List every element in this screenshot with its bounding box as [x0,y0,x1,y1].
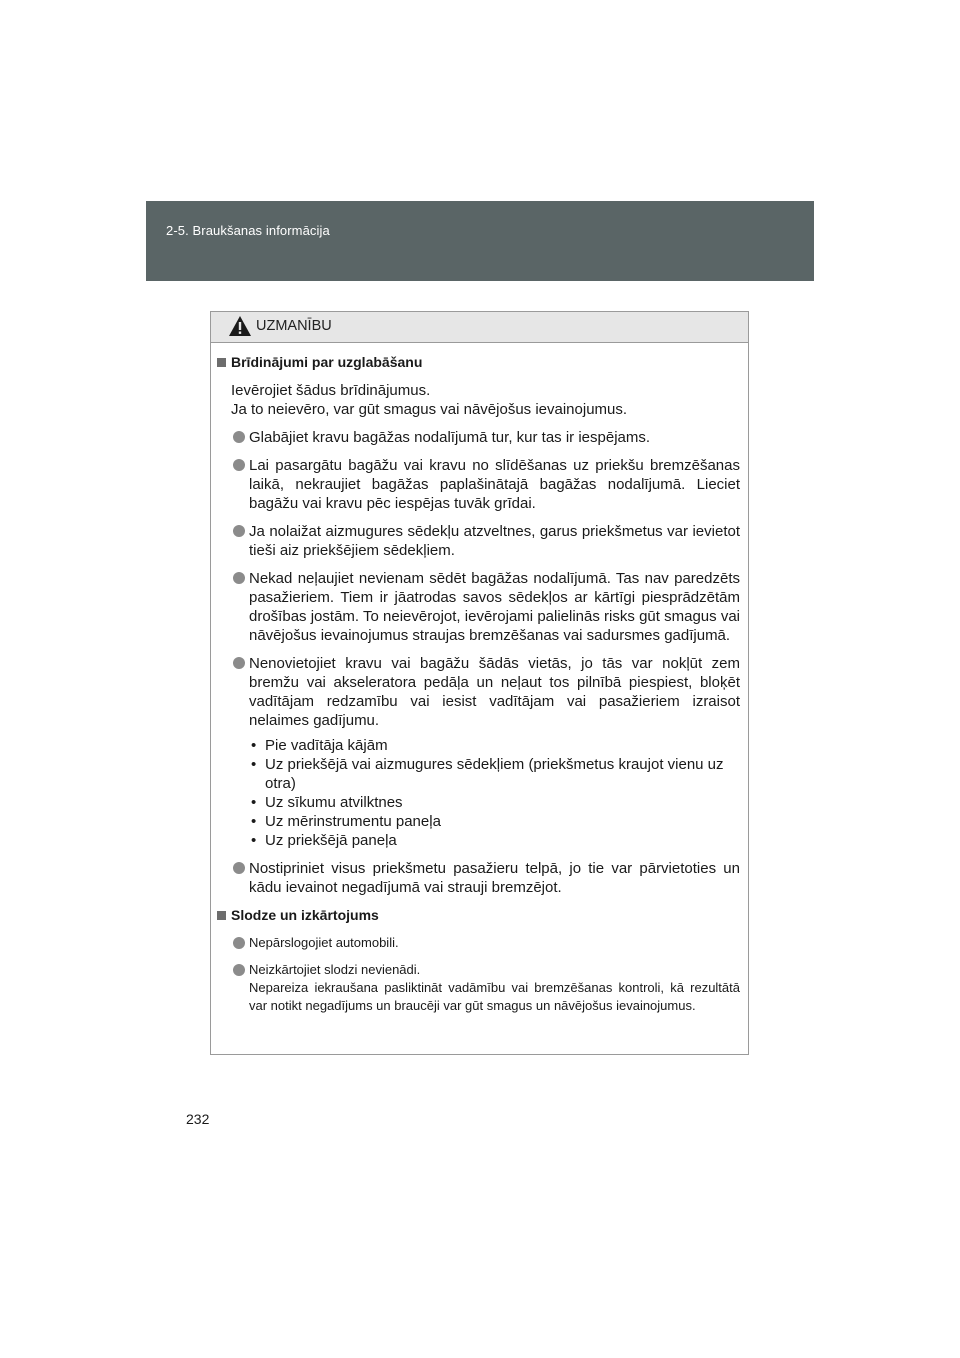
sub-list-item: • Uz priekšējā paneļa [251,832,397,849]
dot-mark: • [251,832,257,849]
circle-bullet-icon [233,525,245,537]
circle-bullet-icon [233,431,245,443]
caution-box [210,311,749,1055]
list-item [217,569,740,645]
sub-list-item: • Uz sīkumu atvilktnes [251,794,403,811]
caution-content [211,343,748,1015]
sub-list-item: • Pie vadītāja kājām [251,737,388,754]
page-number: 232 [186,1111,210,1127]
warning-triangle-icon [228,315,252,337]
circle-bullet-icon [233,937,245,949]
sub-list-item: • Uz mērinstrumentu paneļa [251,813,441,830]
bullet-text: Nekad neļaujiet nevienam sēdēt bagāžas nodalījumā. Tas nav paredzēts pasažieriem. Tiem ir jāatrodas savos sēdekļos ar kārtīgi piesprādzētām drošības jostām. To neievērojot, ievērojami palielinās risks gūt smagus vai nāvējošus ievainojumus straujas bremzēšanas vai sadursmes gadījumā. [249,570,740,644]
bullet-text: Ja nolaižat aizmugures sēdekļu atzveltnes, garus priekšmetus var ievietot tieši aiz priekšējiem sēdekļiem. [249,523,740,559]
list-item [217,654,740,730]
sub-list [217,736,740,850]
dot-mark: • [251,756,257,773]
bullet-text: Neizkārtojiet slodzi nevienādi. Nepareiza iekraušana pasliktināt vadāmību vai bremzēšanas kontroli, kā rezultātā var notikt negadījums un braucēji var gūt smagus un nāvējošus ievainojumus. [249,962,740,1013]
circle-bullet-icon [233,459,245,471]
list-item [217,522,740,560]
section-heading-load [217,906,740,925]
dot-mark: • [251,794,257,811]
bullet-text: Nostipriniet visus priekšmetu pasažieru telpā, jo tie var pārvietoties un kādu ievainot negadījumā vai strauji bremzējot. [249,860,740,896]
section-label: 2-5. Braukšanas informācija [166,223,330,238]
list-item [217,934,740,952]
intro-line: Ja to neievēro, var gūt smagus vai nāvējošus ievainojumus. [231,401,628,418]
list-item [217,456,740,513]
square-bullet-icon [217,911,226,920]
list-item [217,859,740,897]
sub-list-item: • Uz priekšējā vai aizmugures sēdekļiem (priekšmetus kraujot vienu uz otra) [251,756,724,792]
circle-bullet-icon [233,572,245,584]
bullet-text: Glabājiet kravu bagāžas nodalījumā tur, kur tas ir iespējams. [249,429,651,446]
circle-bullet-icon [233,862,245,874]
dot-mark: • [251,813,257,830]
heading-text: Slodze un izkārtojums [231,907,379,923]
heading-text: Brīdinājumi par uzglabāšanu [231,354,423,370]
bullet-text: Nepārslogojiet automobili. [249,935,399,950]
dot-mark: • [251,737,257,754]
intro-paragraph [217,381,740,419]
circle-bullet-icon [233,964,245,976]
bullet-text: Nenovietojiet kravu vai bagāžu šādās vietās, jo tās var nokļūt zem bremžu vai akseleratora pedāļa un neļaut tos pilnībā piespiest, bloķēt vadītājam redzamību vai iesist vadītājam vai pasažieriem izraisot nelaimes gadījumu. [249,655,740,729]
section-header-band [146,201,814,281]
square-bullet-icon [217,358,226,367]
caution-title: UZMANĪBU [256,318,332,334]
section-heading-storage [217,353,740,372]
caution-header [211,312,748,343]
intro-line: Ievērojiet šādus brīdinājumus. [231,382,431,399]
circle-bullet-icon [233,657,245,669]
bullet-text: Lai pasargātu bagāžu vai kravu no slīdēšanas uz priekšu bremzēšanas laikā, nekraujiet bagāžas paplašinātajā bagāžas nodalījumā. Lieciet bagāžu vai kravu pēc iespējas tuvāk grīdai. [249,457,740,512]
list-item [217,428,740,447]
list-item [217,961,740,1015]
